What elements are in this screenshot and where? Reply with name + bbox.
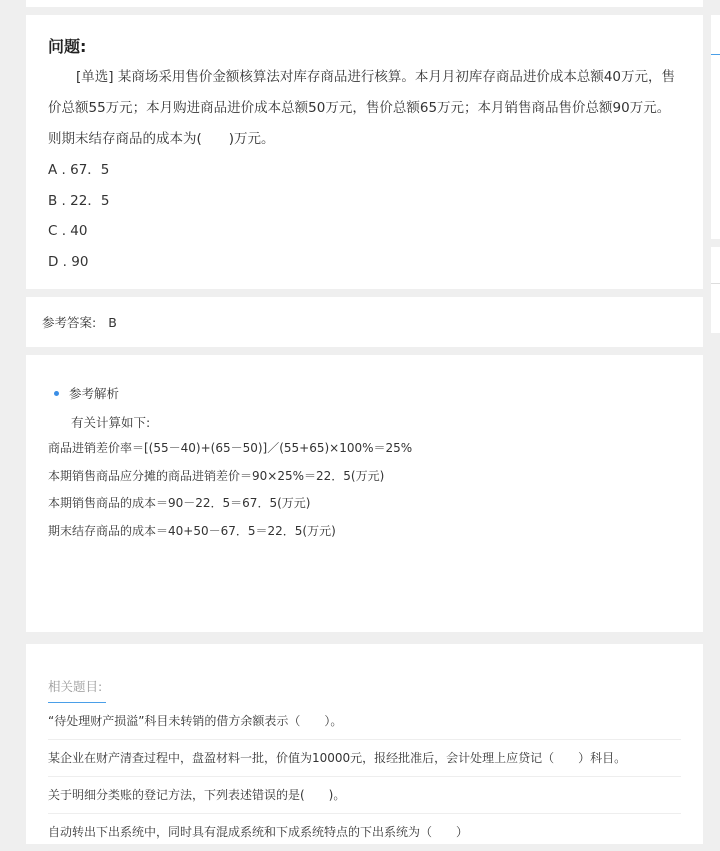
analysis-line: 商品进销差价率＝[(55－40)+(65－50)]／(55+65)×100%＝25% xyxy=(48,441,413,455)
side-panel-card xyxy=(711,15,720,239)
option-d[interactable]: D . 90 xyxy=(48,253,89,270)
question-card xyxy=(26,15,703,289)
analysis-intro: 有关计算如下: xyxy=(71,415,151,430)
analysis-line: 本期销售商品应分摊的商品进销差价＝90×25%＝22．5(万元) xyxy=(48,468,385,483)
previous-card-bottom xyxy=(26,0,703,7)
analysis-title: 参考解析 xyxy=(69,386,120,401)
analysis-card xyxy=(26,355,703,632)
question-heading: 问题: xyxy=(48,37,87,56)
related-item[interactable]: “待处理财产损溢”科目未转销的借方余额表示（ ）。 xyxy=(48,703,681,740)
related-card xyxy=(26,644,703,844)
answer-label: 参考答案: xyxy=(42,315,97,330)
side-panel-underline xyxy=(711,54,720,55)
analysis-lines xyxy=(48,435,681,545)
related-item[interactable]: 关于明细分类账的登记方法，下列表述错误的是( )。 xyxy=(48,777,681,814)
option-c[interactable]: C . 40 xyxy=(48,223,88,239)
answer-value: B xyxy=(108,314,117,330)
bullet-dot-icon xyxy=(54,391,59,396)
question-options xyxy=(48,155,681,277)
related-item[interactable]: 自动转出下出系统中，同时具有混成系统和下成系统特点的下出系统为（ ） xyxy=(48,814,681,851)
option-b[interactable]: B . 22．5 xyxy=(48,192,110,209)
related-item[interactable]: 某企业在财产清查过程中，盘盈材料一批，价值为10000元，报经批准后，会计处理上应贷记（ ）科目。 xyxy=(48,740,681,777)
analysis-line: 期末结存商品的成本＝40+50－67．5＝22．5(万元) xyxy=(48,523,336,538)
analysis-title-row xyxy=(48,385,681,401)
analysis-line: 本期销售商品的成本＝90－22．5＝67．5(万元) xyxy=(48,496,311,510)
side-panel-divider xyxy=(711,283,720,284)
related-list xyxy=(48,703,681,851)
answer-card xyxy=(26,297,703,347)
option-a[interactable]: A . 67．5 xyxy=(48,162,110,178)
side-panel-card xyxy=(711,247,720,333)
question-stem: [单选] 某商场采用售价金额核算法对库存商品进行核算。本月月初库存商品进价成本总额40万元，售价总额55万元；本月购进商品进价成本总额50万元，售价总额65万元；本月销售商品售价总额90万元。则期末结存商品的成本为( )万元。 xyxy=(48,69,676,147)
related-title: 相关题目: xyxy=(48,677,106,703)
